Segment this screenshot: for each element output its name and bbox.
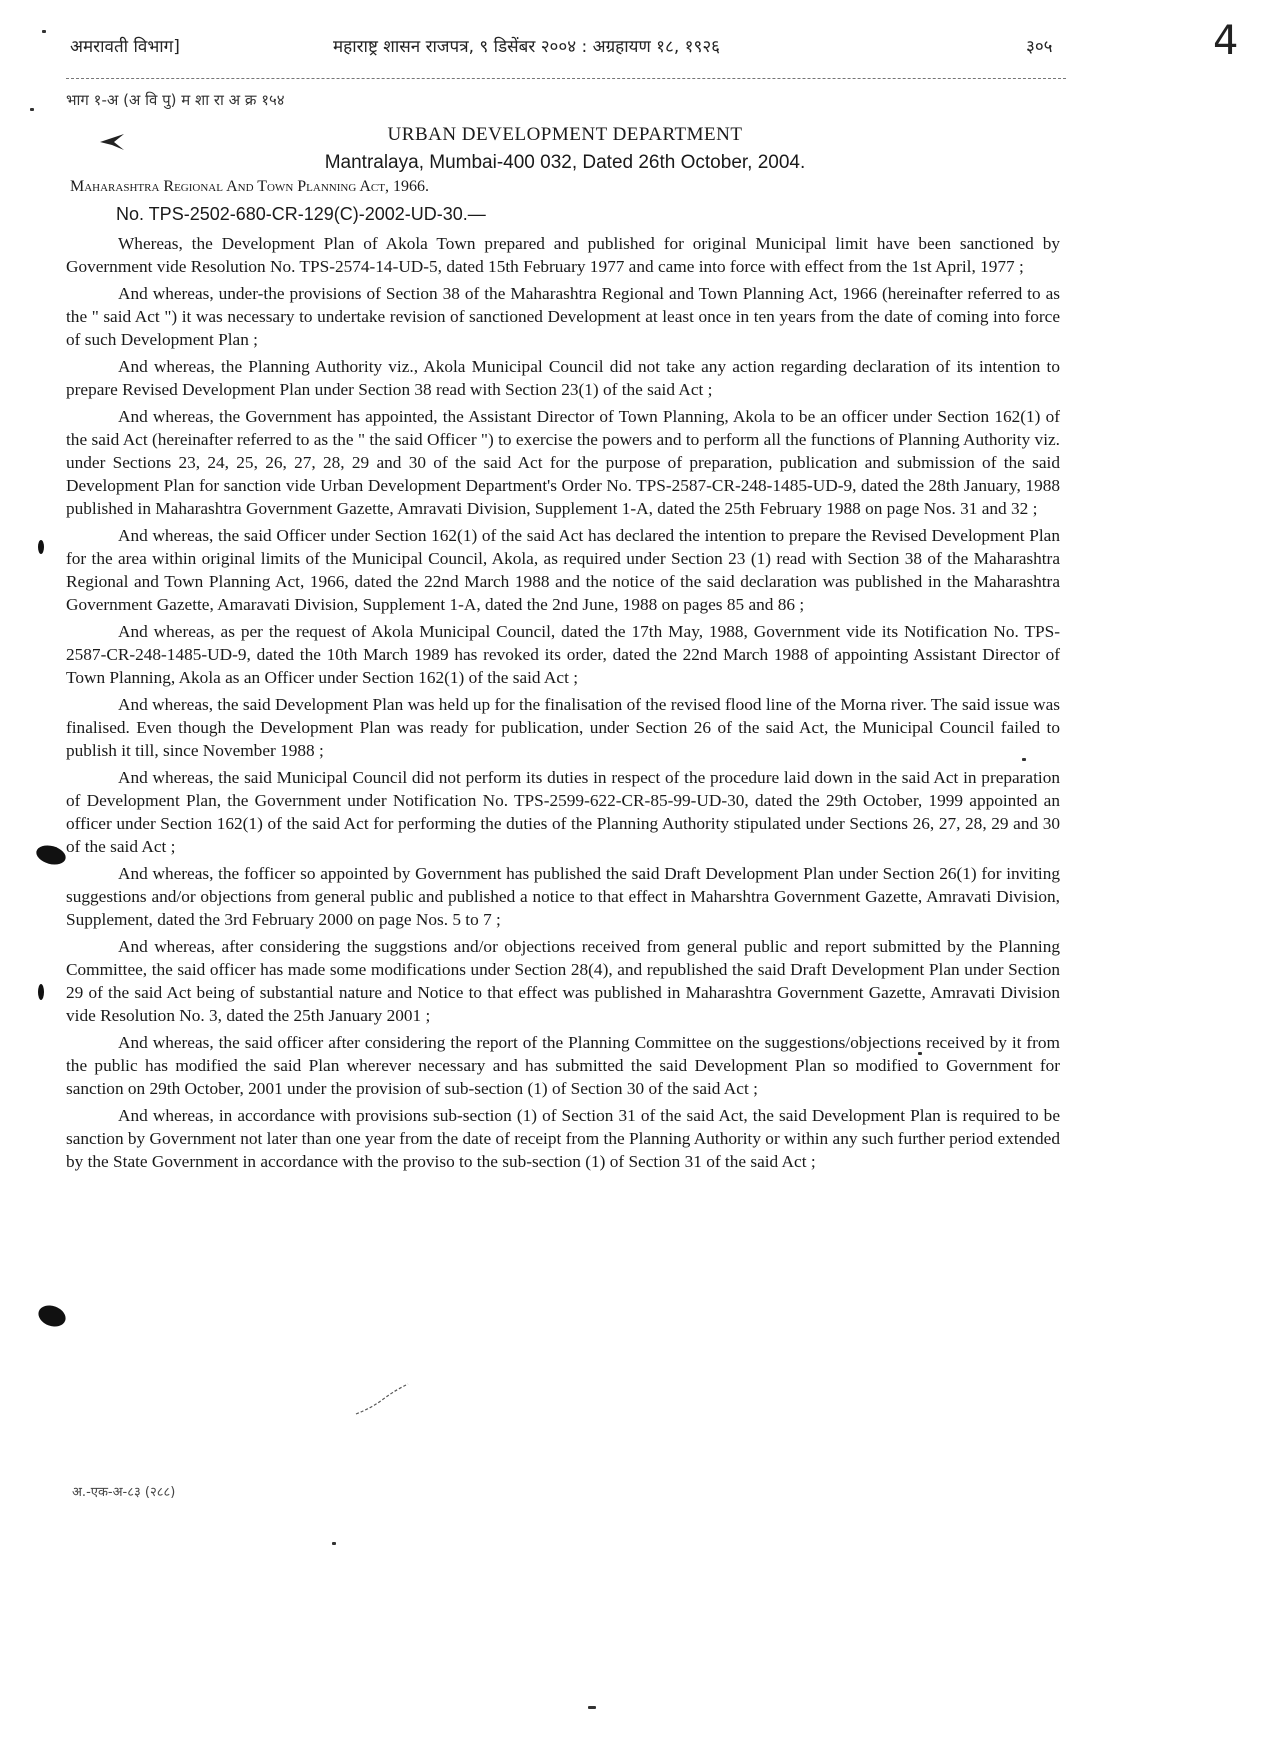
paragraph: And whereas, under-the provisions of Section 38 of the Maharashtra Regional and Town Planning Act, 1966 (hereinafter referred to as the " said Act ") it was necessary to undertake revision of sanctioned Development at least once in ten years from the date of coming into force of such Development Plan ; <box>66 284 1060 349</box>
header-division: अमरावती विभाग] <box>70 37 180 57</box>
scan-mark <box>38 984 44 1000</box>
place-and-date: Mantralaya, Mumbai-400 032, Dated 26th October, 2004. <box>324 152 806 173</box>
paragraph: And whereas, the fofficer so appointed by Government has published the said Draft Development Plan under Section 26(1) for inviting suggestions and/or objections from general public and published a notice to that effect in Maharshtra Government Gazette, Amravati Division, Supplement, dated the 3rd February 2000 on page Nos. 5 to 7 ; <box>66 864 1060 929</box>
header-rule <box>66 78 1066 79</box>
paragraph: And whereas, in accordance with provisions sub-section (1) of Section 31 of the said Act, the said Development Plan is required to be sanction by Government not later than one year from the date of receipt from the Planning Authority or within any such further period extended by the State Government in accordance with the proviso to the sub-section (1) of Section 31 of the said Act ; <box>66 1106 1060 1171</box>
footer-code: अ.-एक-अ-८३ (२८८) <box>72 1485 176 1500</box>
notification-number: No. TPS-2502-680-CR-129(C)-2002-UD-30.— <box>116 204 486 224</box>
scan-mark <box>34 842 68 867</box>
paragraph: And whereas, the Government has appointed, the Assistant Director of Town Planning, Akola to be an officer under Section 162(1) of the said Act (hereinafter referred to as the " the said Officer ") to exercise the powers and to perform all the functions of Planning Authority viz. under Sections 23, 24, 25, 26, 27, 28, 29 and 30 of the said Act for the purpose of preparation, publication and submission of the said Development Plan for sanction vide Urban Development Department's Order No. TPS-2587-CR-248-1485-UD-9, dated the 28th January, 1988 published in Maharashtra Government Gazette, Amravati Division, Supplement 1-A, dated the 25th February 1988 on page Nos. 31 and 32 ; <box>66 407 1060 518</box>
paragraph: And whereas, the said Officer under Section 162(1) of the said Act has declared the intention to prepare the Revised Development Plan for the area within original limits of the Municipal Council, Akola, as required under Section 23 (1) read with Section 38 of the Maharashtra Regional and Town Planning Act, 1966, dated the 22nd March 1988 and the notice of the said declaration was published in the Maharashtra Government Gazette, Amaravati Division, Supplement 1-A, dated the 2nd June, 1988 on pages 85 and 86 ; <box>66 526 1060 614</box>
department-heading: URBAN DEVELOPMENT DEPARTMENT <box>387 124 743 145</box>
scan-speck <box>30 108 34 111</box>
scribble-mark-icon <box>352 1380 422 1420</box>
handwritten-page-mark: 4 <box>1213 18 1239 64</box>
paragraph: And whereas, after considering the suggstions and/or objections received from general public and report submitted by the Planning Committee, the said officer has made some modifications under Section 28(4), and republished the said Draft Development Plan under Section 29 of the said Act being of substantial nature and Notice to that effect was published in Maharashtra Government Gazette, Amravati Division vide Resolution No. 3, dated the 25th January 2001 ; <box>66 937 1060 1025</box>
scan-speck <box>588 1706 596 1709</box>
scan-mark <box>35 1302 68 1330</box>
paragraph: And whereas, as per the request of Akola Municipal Council, dated the 17th May, 1988, Government vide its Notification No. TPS-2587-CR-248-1485-UD-9, dated the 10th March 1989 has revoked its order, dated the 22nd March 1988 of appointing Assistant Director of Town Planning, Akola as an Officer under Section 162(1) of the said Act ; <box>66 622 1060 687</box>
scan-speck <box>42 30 46 33</box>
paragraph: And whereas, the said officer after considering the report of the Planning Committee on the suggestions/objections received by it from the public has modified the said Plan wherever necessary and has submitted the said Development Plan so modified to Government for sanction on 29th October, 2001 under the provision of sub-section (1) of Section 30 of the said Act ; <box>66 1033 1060 1098</box>
paragraph: And whereas, the said Municipal Council did not perform its duties in respect of the procedure laid down in the said Act in preparation of Development Plan, the Government under Notification No. TPS-2599-622-CR-85-99-UD-30, dated the 29th October, 1999 appointed an officer under Section 162(1) of the said Act for performing the duties of the Planning Authority stipulated under Sections 26, 27, 28, 29 and 30 of the said Act ; <box>66 768 1060 856</box>
header-subreference: भाग १-अ (अ वि पु) म शा रा अ क्र १५४ <box>66 91 285 109</box>
paragraph: And whereas, the Planning Authority viz., Akola Municipal Council did not take any action regarding declaration of its intention to prepare Revised Development Plan under Section 38 read with Section 23(1) of the said Act ; <box>66 357 1060 399</box>
act-title: Maharashtra Regional And Town Planning Act, 1966. <box>70 178 429 195</box>
scan-mark <box>38 540 44 554</box>
paragraph: And whereas, the said Development Plan was held up for the finalisation of the revised flood line of the Morna river. The said issue was finalised. Even though the Development Plan was ready for publication, under Section 26 of the said Act, the Municipal Council failed to publish it till, since November 1988 ; <box>66 695 1060 760</box>
header-page-number: ३०५ <box>1026 37 1053 57</box>
notification-body <box>66 232 1060 1177</box>
scan-speck <box>1022 758 1026 761</box>
paragraph: Whereas, the Development Plan of Akola Town prepared and published for original Municipal limit have been sanctioned by Government vide Resolution No. TPS-2574-14-UD-5, dated 15th February 1977 and came into force with effect from the 1st April, 1977 ; <box>66 234 1060 276</box>
header-gazette-title: महाराष्ट्र शासन राजपत्र, ९ डिसेंबर २००४ : अग्रहायण १८, १९२६ <box>333 37 720 57</box>
scan-speck <box>918 1052 922 1055</box>
scan-speck <box>332 1542 336 1545</box>
